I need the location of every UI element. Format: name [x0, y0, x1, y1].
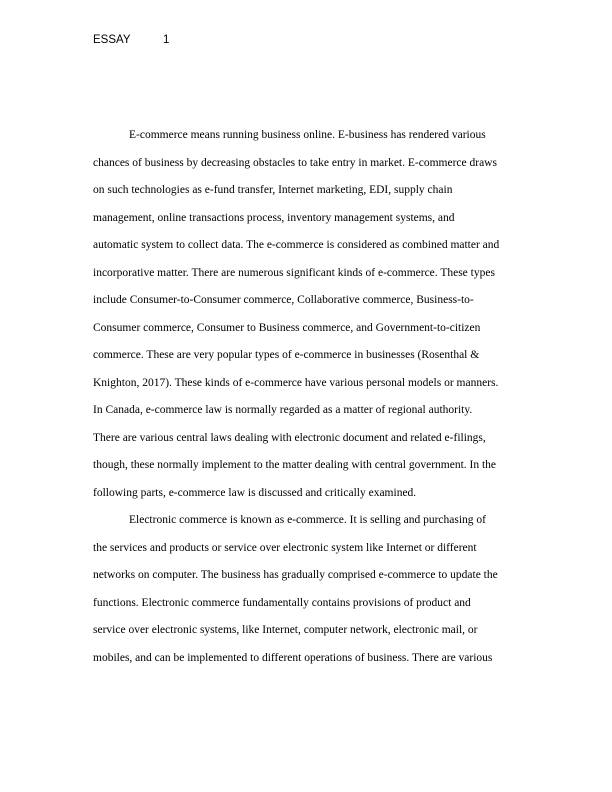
text-line: E-commerce means running business online. E-business has rendered various	[129, 129, 486, 141]
paragraph-1	[93, 124, 533, 509]
text-line: following parts, e-commerce law is discussed and critically examined.	[93, 486, 417, 499]
text-line: include Consumer-to-Consumer commerce, Collaborative commerce, Business-to-	[93, 294, 474, 306]
text-line: Consumer commerce, Consumer to Business commerce, and Government-to-citizen	[93, 321, 481, 334]
text-line: though, these normally implement to the matter dealing with central government. In the	[93, 459, 497, 471]
text-line: In Canada, e-commerce law is normally regarded as a matter of regional authority.	[93, 404, 473, 416]
paragraph-2	[93, 509, 533, 674]
text-line: incorporative matter. There are numerous significant kinds of e-commerce. These types	[93, 266, 495, 279]
text-line: chances of business by decreasing obstacles to take entry in market. E-commerce draws	[93, 156, 497, 169]
text-line: service over electronic systems, like Internet, computer network, electronic mail, or	[93, 624, 478, 636]
text-line: networks on computer. The business has gradually comprised e-commerce to update the	[93, 569, 498, 581]
text-line: the services and products or service over electronic system like Internet or different	[93, 541, 477, 554]
text-line: There are various central laws dealing with electronic document and related e-filings,	[93, 431, 486, 444]
text-line: management, online transactions process, inventory management systems, and	[93, 211, 455, 224]
text-line: functions. Electronic commerce fundamentally contains provisions of product and	[93, 596, 471, 609]
text-line: automatic system to collect data. The e-commerce is considered as combined matter and	[93, 239, 500, 251]
text-line: Knighton, 2017). These kinds of e-commerce have various personal models or manners.	[93, 376, 499, 389]
page-number: 1	[163, 34, 170, 46]
document-body	[93, 124, 533, 674]
text-line: on such technologies as e-fund transfer, Internet marketing, EDI, supply chain	[93, 184, 453, 196]
text-line: mobiles, and can be implemented to different operations of business. There are various	[93, 651, 493, 664]
text-line: Electronic commerce is known as e-commerce. It is selling and purchasing of	[129, 514, 487, 526]
text-line: commerce. These are very popular types of e-commerce in businesses (Rosenthal &	[93, 349, 480, 361]
page-header	[93, 34, 169, 46]
running-head: ESSAY	[93, 34, 131, 46]
